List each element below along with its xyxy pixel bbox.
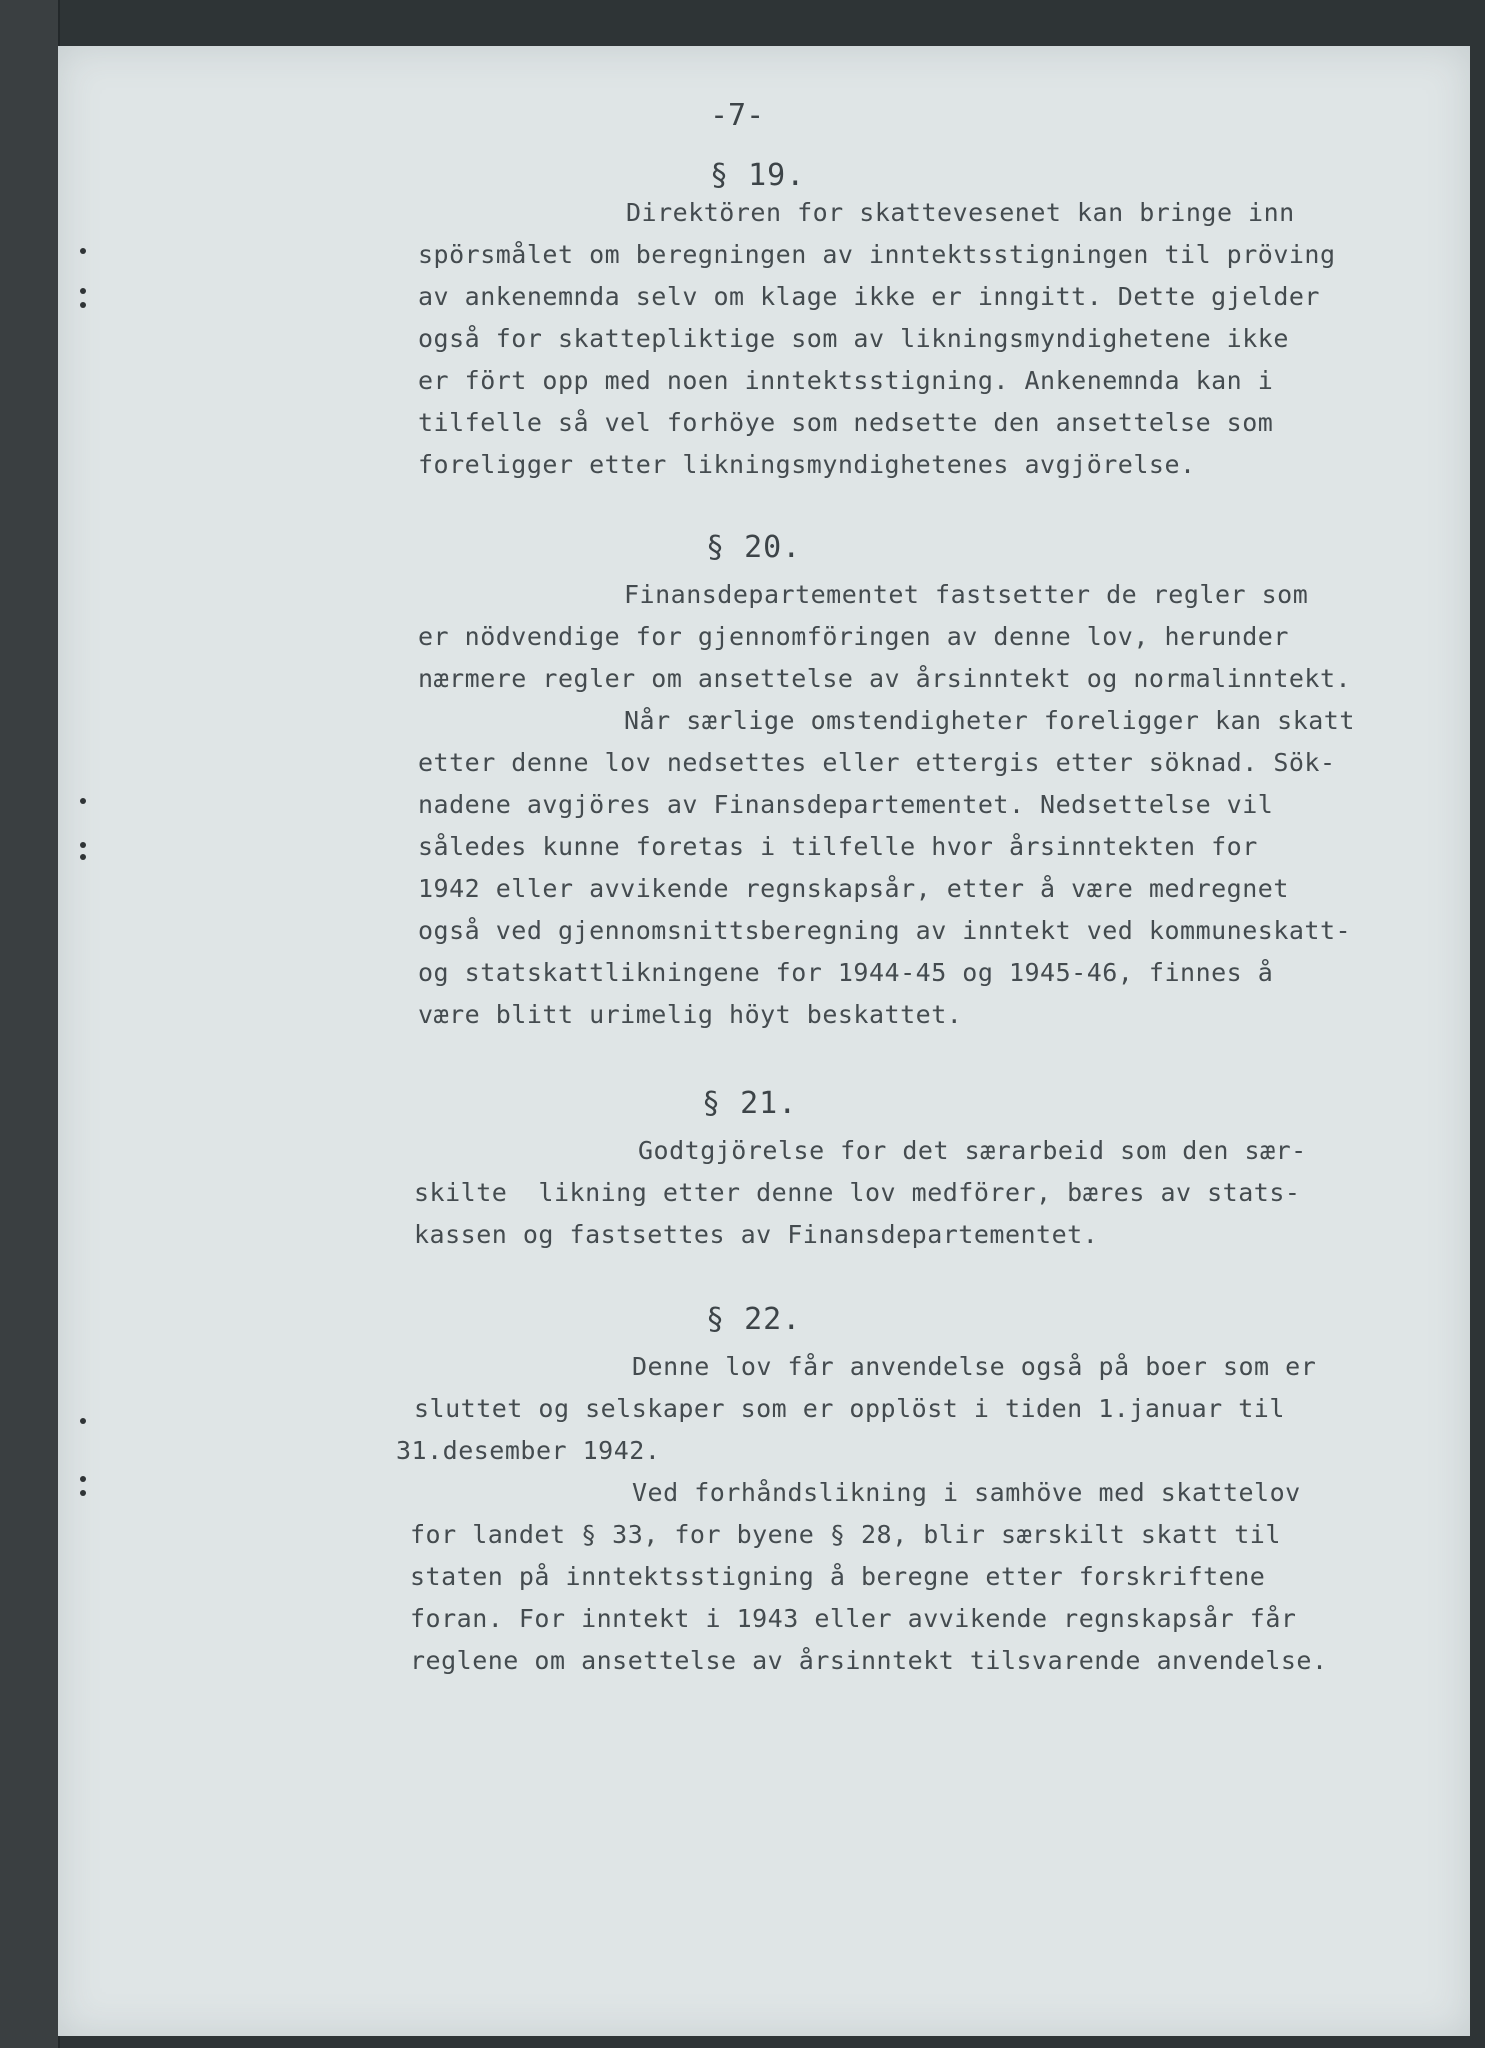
paragraph-line: skilte likning etter denne lov medförer, bæres av stats-: [414, 1178, 1301, 1207]
paragraph-line: staten på inntektsstigning å beregne etter forskriftene: [410, 1562, 1266, 1591]
paragraph-line: også ved gjennomsnittsberegning av inntekt ved kommuneskatt-: [418, 916, 1352, 945]
paragraph-line: er nödvendige for gjennomföringen av denne lov, herunder: [418, 622, 1289, 651]
section-heading: § 21.: [702, 1086, 798, 1121]
punch-hole: [80, 798, 86, 804]
paragraph-line: foran. For inntekt i 1943 eller avvikende regnskapsår får: [410, 1604, 1297, 1633]
punch-hole: [80, 302, 86, 308]
paragraph-line: sluttet og selskaper som er opplöst i tiden 1.januar til: [414, 1394, 1285, 1423]
paragraph-line: reglene om ansettelse av årsinntekt tilsvarende anvendelse.: [410, 1646, 1328, 1675]
punch-hole: [80, 248, 86, 254]
paragraph-line: Direktören for skattevesenet kan bringe inn: [626, 198, 1295, 227]
paragraph-line: foreligger etter likningsmyndighetenes avgjörelse.: [418, 450, 1196, 479]
section-heading: § 19.: [710, 158, 806, 193]
paragraph-line: kassen og fastsettes av Finansdepartementet.: [414, 1220, 1099, 1249]
paragraph-line: nærmere regler om ansettelse av årsinntekt og normalinntekt.: [418, 664, 1352, 693]
paragraph-line: og statskattlikningene for 1944-45 og 1945-46, finnes å: [418, 958, 1274, 987]
paragraph-line: spörsmålet om beregningen av inntektsstigningen til pröving: [418, 240, 1336, 269]
binder-edge: [0, 0, 60, 2048]
document-page: [58, 46, 1470, 2036]
punch-hole: [80, 854, 86, 860]
paragraph-line: også for skattepliktige som av likningsmyndighetene ikke: [418, 324, 1289, 353]
paragraph-line: for landet § 33, for byene § 28, blir særskilt skatt til: [410, 1520, 1281, 1549]
section-heading: § 22.: [706, 1302, 802, 1337]
punch-hole: [80, 842, 86, 848]
punch-hole: [80, 288, 86, 294]
page-number: -7-: [710, 98, 765, 133]
paragraph-line: Denne lov får anvendelse også på boer som er: [632, 1352, 1317, 1381]
punch-hole: [80, 1476, 86, 1482]
paragraph-line: således kunne foretas i tilfelle hvor årsinntekten for: [418, 832, 1258, 861]
paragraph-line: Ved forhåndslikning i samhöve med skattelov: [632, 1478, 1301, 1507]
paragraph-line: 1942 eller avvikende regnskapsår, etter å være medregnet: [418, 874, 1289, 903]
punch-hole: [80, 1490, 86, 1496]
paragraph-line: tilfelle så vel forhöye som nedsette den ansettelse som: [418, 408, 1274, 437]
paragraph-line: nadene avgjöres av Finansdepartementet. Nedsettelse vil: [418, 790, 1274, 819]
paragraph-line: av ankenemnda selv om klage ikke er inngitt. Dette gjelder: [418, 282, 1320, 311]
paragraph-line: etter denne lov nedsettes eller ettergis etter söknad. Sök-: [418, 748, 1336, 777]
paragraph-line: Godtgjörelse for det særarbeid som den sær-: [638, 1136, 1307, 1165]
paragraph-line: Finansdepartementet fastsetter de regler som: [624, 580, 1309, 609]
section-heading: § 20.: [706, 530, 802, 565]
punch-hole: [80, 1418, 86, 1424]
paragraph-line: 31.desember 1942.: [396, 1436, 661, 1465]
paragraph-line: være blitt urimelig höyt beskattet.: [418, 1000, 963, 1029]
paragraph-line: Når særlige omstendigheter foreligger kan skatt: [624, 706, 1355, 735]
paragraph-line: er fört opp med noen inntektsstigning. Ankenemnda kan i: [418, 366, 1274, 395]
